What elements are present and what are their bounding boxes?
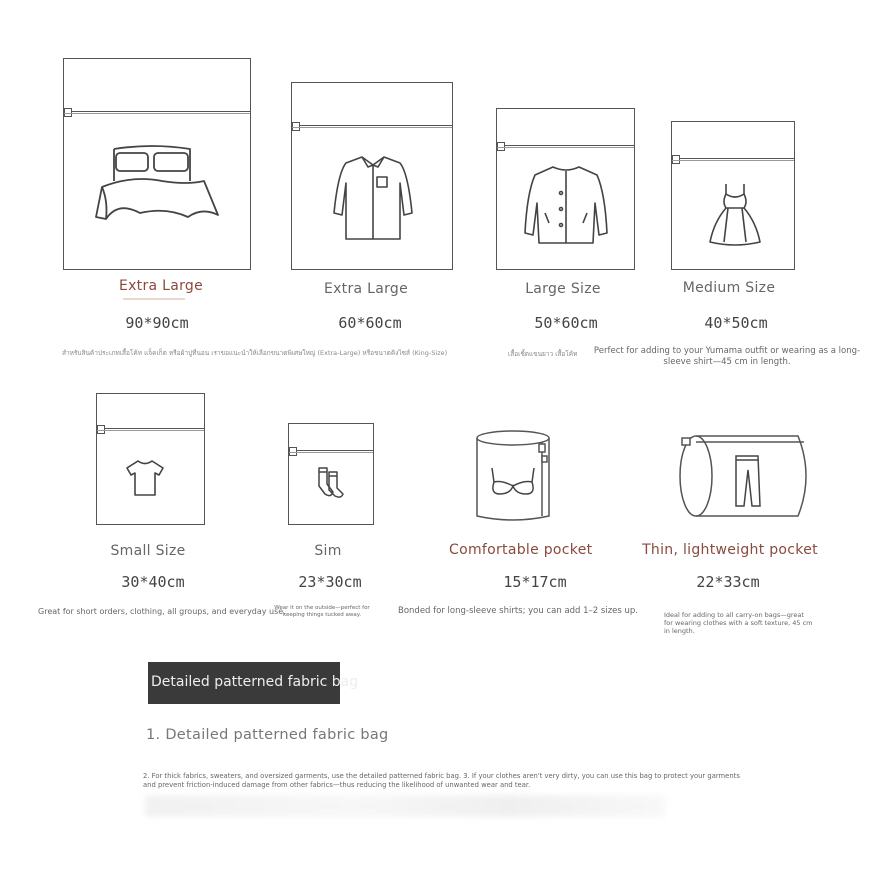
- note-row1-mid: เสื้อเชิ้ตแขนยาว เสื้อโค้ท: [508, 350, 578, 358]
- bag-medium-40: [671, 121, 795, 270]
- item-label: Extra Large: [323, 281, 409, 297]
- bag-large-50: [496, 108, 635, 270]
- item-size: 60*60cm: [338, 314, 402, 332]
- tshirt-icon: [125, 458, 165, 498]
- note-row2-c: Bonded for long-sleeve shirts; you can add 1–2 sizes up.: [398, 606, 639, 616]
- item-size: 40*50cm: [704, 314, 768, 332]
- item-label: Large Size: [525, 281, 601, 297]
- item-size: 15*17cm: [503, 573, 567, 591]
- item-label: Sim: [314, 543, 342, 559]
- item-label: Comfortable pocket: [449, 542, 593, 558]
- bag-comfortable-pocket: [472, 428, 562, 522]
- bag-thin-lightweight-pocket: [676, 432, 816, 522]
- item-size: 23*30cm: [298, 573, 362, 591]
- section-paragraph: 2. For thick fabrics, sweaters, and oversized garments, use the detailed patterned fabric bag. 3. If your clothes aren't very dirty, you can use this bag to protect your garments and prevent friction-induced damage from other fabrics—thus reducing the likelihood of unwanted wear and tear.: [143, 772, 740, 789]
- item-size: 50*60cm: [534, 314, 598, 332]
- section-tag: Detailed patterned fabric bag: [148, 662, 340, 704]
- item-size: 90*90cm: [125, 314, 189, 332]
- note-row1-right: Perfect for adding to your Yumama outfit or wearing as a long-sleeve shirt—45 cm in length.: [593, 346, 861, 367]
- note-row2-a: Great for short orders, clothing, all groups, and everyday use.: [38, 607, 286, 616]
- note-row1-left: สำหรับสินค้าประเภทเสื้อโค้ท แจ็คเก็ต หรือผ้าปูที่นอน เราขอแนะนำให้เลือกขนาดพิเศษใหญ่ (Extra-Large) หรือขนาดคิงไซส์ (King-Size): [62, 349, 448, 357]
- bra-icon: [492, 468, 534, 494]
- pants-icon: [736, 456, 760, 506]
- bag-extra-large-90: [63, 58, 251, 270]
- note-row2-d: Ideal for adding to all carry-on bags—great for wearing clothes with a soft texture, 45 cm in length.: [664, 611, 813, 635]
- item-size: 22*33cm: [696, 573, 760, 591]
- item-label: Medium Size: [682, 280, 776, 296]
- item-size: 30*40cm: [121, 573, 185, 591]
- label-underline: [123, 298, 185, 300]
- item-label: Extra Large: [118, 278, 204, 294]
- item-label: Small Size: [110, 543, 186, 559]
- bed-icon: [92, 141, 222, 231]
- section-heading: 1. Detailed patterned fabric bag: [146, 727, 389, 743]
- note-row2-b: Wear it on the outside—perfect for keeping things tucked away.: [274, 605, 370, 618]
- shirt-icon: [328, 153, 418, 243]
- bag-small-30: [96, 393, 205, 525]
- dress-icon: [708, 182, 762, 248]
- bag-extra-large-60: [291, 82, 453, 270]
- item-label: Thin, lightweight pocket: [642, 542, 818, 558]
- blurred-text: [145, 795, 665, 817]
- bag-sim-23: [288, 423, 374, 525]
- socks-icon: [315, 466, 347, 500]
- jacket-icon: [521, 163, 611, 249]
